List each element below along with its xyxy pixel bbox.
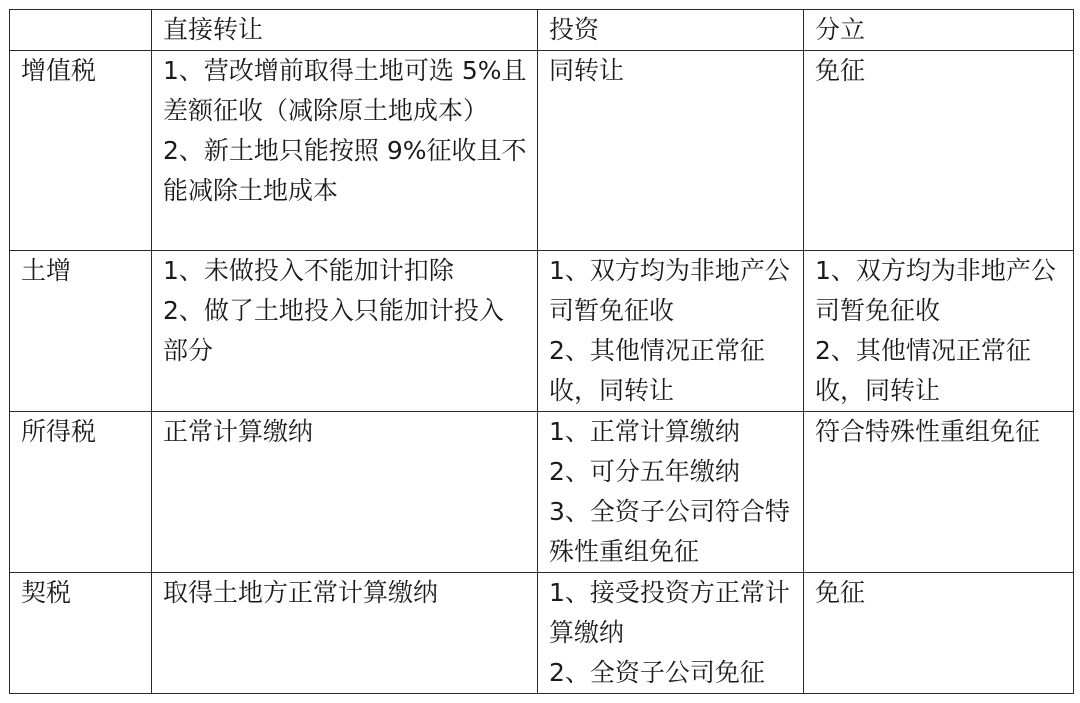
header-row xyxy=(10,10,1074,51)
row-label: 增值税 xyxy=(10,51,152,251)
row-label: 所得税 xyxy=(10,412,152,573)
cell-line: 2、全资子公司免征 xyxy=(549,658,765,687)
cell-split xyxy=(804,51,1074,251)
cell-direct-transfer xyxy=(152,51,538,251)
header-cell-corner xyxy=(10,10,152,51)
table-row xyxy=(10,412,1074,573)
cell-investment xyxy=(538,51,804,251)
cell-line: 1、未做投入不能加计扣除 xyxy=(163,256,454,285)
cell-line: 免征 xyxy=(815,56,866,85)
cell-investment xyxy=(538,573,804,694)
cell-split xyxy=(804,251,1074,412)
cell-line: 取得土地方正常计算缴纳 xyxy=(163,578,439,607)
header-cell-investment: 投资 xyxy=(538,10,804,51)
cell-investment xyxy=(538,412,804,573)
cell-line: 免征 xyxy=(815,578,866,607)
row-label: 土增 xyxy=(10,251,152,412)
cell-line: 1、接受投资方正常计算缴纳 xyxy=(549,578,790,647)
cell-direct-transfer xyxy=(152,573,538,694)
table-row xyxy=(10,51,1074,251)
cell-line: 2、其他情况正常征收，同转让 xyxy=(549,336,765,405)
header-cell-split: 分立 xyxy=(804,10,1074,51)
cell-split xyxy=(804,573,1074,694)
cell-line: 2、其他情况正常征收，同转让 xyxy=(815,336,1031,405)
cell-line: 1、双方均为非地产公司暂免征收 xyxy=(549,256,790,325)
cell-line: 2、做了土地投入只能加计投入部分 xyxy=(163,296,504,365)
cell-split xyxy=(804,412,1074,573)
tax-comparison-table xyxy=(9,9,1074,694)
cell-line: 1、营改增前取得土地可选 5%且差额征收（减除原土地成本） xyxy=(163,56,527,125)
cell-line: 正常计算缴纳 xyxy=(163,417,314,446)
cell-direct-transfer xyxy=(152,251,538,412)
cell-line: 3、全资子公司符合特殊性重组免征 xyxy=(549,497,790,566)
row-label: 契税 xyxy=(10,573,152,694)
table-row xyxy=(10,251,1074,412)
cell-line: 1、正常计算缴纳 xyxy=(549,417,740,446)
cell-line: 1、双方均为非地产公司暂免征收 xyxy=(815,256,1056,325)
header-cell-direct-transfer: 直接转让 xyxy=(152,10,538,51)
cell-line: 同转让 xyxy=(549,56,625,85)
cell-investment xyxy=(538,251,804,412)
cell-line: 2、可分五年缴纳 xyxy=(549,457,740,486)
cell-line: 符合特殊性重组免征 xyxy=(815,417,1041,446)
cell-direct-transfer xyxy=(152,412,538,573)
table-row xyxy=(10,573,1074,694)
cell-line: 2、新土地只能按照 9%征收且不能减除土地成本 xyxy=(163,136,527,205)
